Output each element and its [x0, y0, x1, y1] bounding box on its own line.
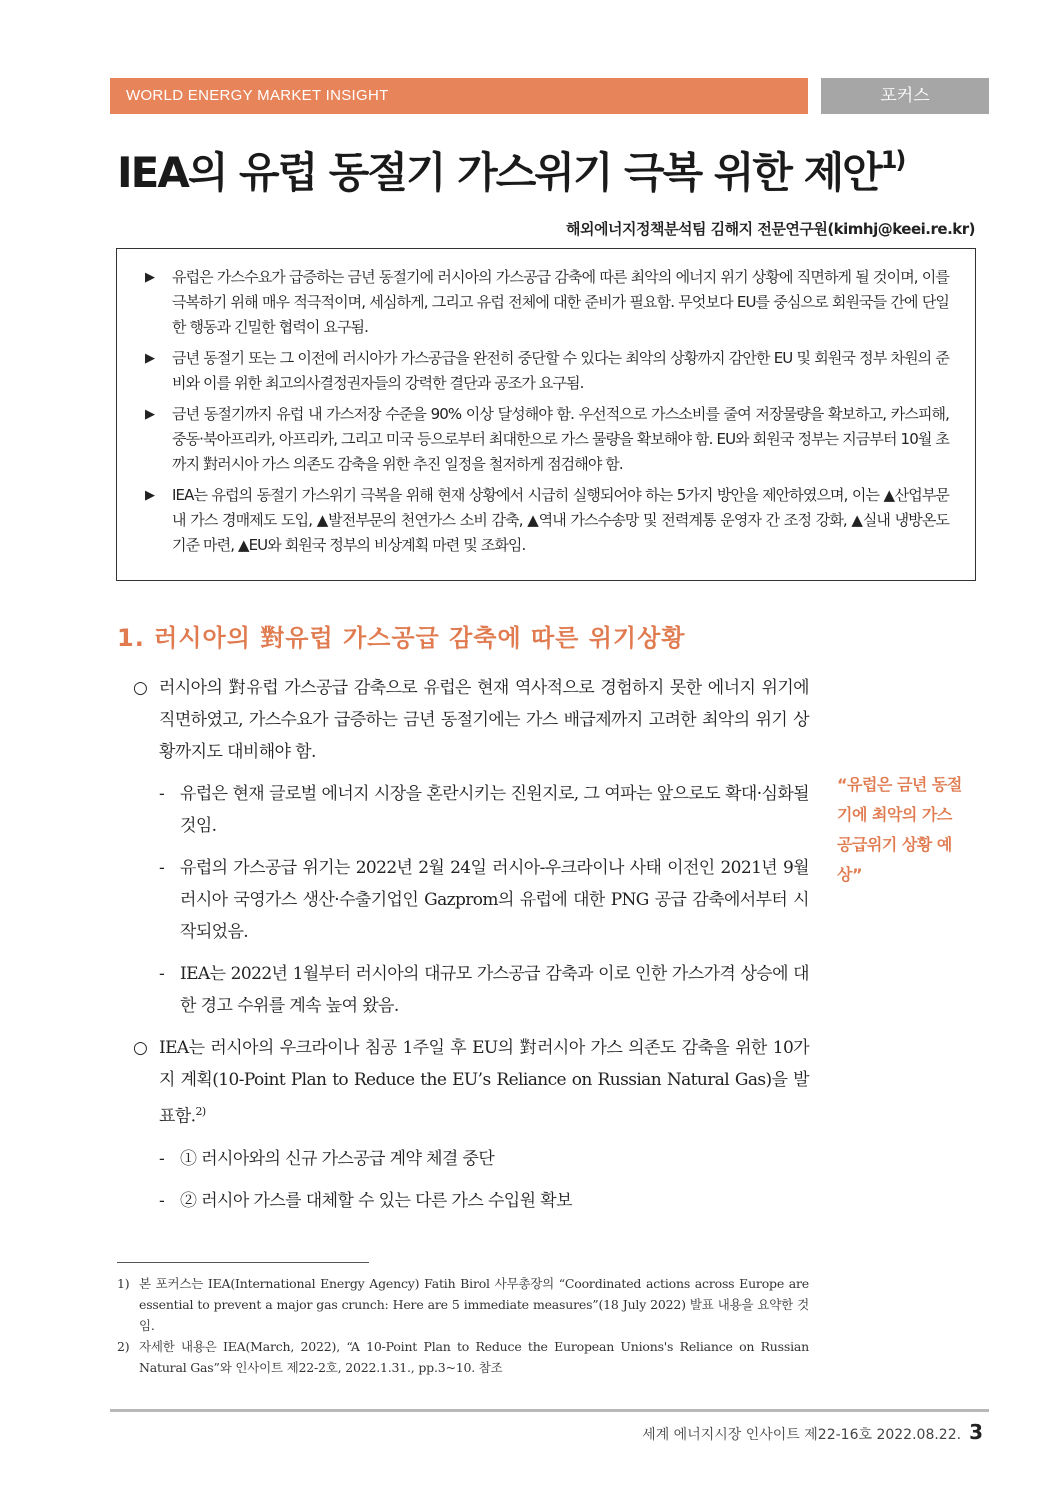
author-line: 해외에너지정책분석팀 김해지 전문연구원(kimhj@keei.re.kr) [566, 220, 975, 238]
triangle-bullet-icon: ▶ [145, 351, 155, 366]
footnote [117, 1273, 809, 1336]
summary-text: 유럽은 가스수요가 급증하는 금년 동절기에 러시아의 가스공급 감축에 따른 최악의 에너지 위기 상황에 직면하게 될 것이며, 이를 극복하기 위해 매우 적극적이며, 세심하게, 그리고 유럽 전체에 대한 준비가 필요함. 무엇보다 EU를 중심으로 회원국들 간에 단일한 행동과 긴밀한 협력이 요구됨. [172, 268, 949, 336]
side-pull-quote: “유럽은 금년 동절기에 최악의 가스 공급위기 상황 예상” [837, 775, 962, 884]
dash-marker: - [159, 964, 165, 984]
summary-item [145, 265, 949, 340]
paragraph-text: IEA는 러시아의 우크라이나 침공 1주일 후 EU의 對러시아 가스 의존도 감축을 위한 10가지 계획(10-Point Plan to Reduce the EU’s Reliance on Russian Natural Gas)을 발표함. [159, 1038, 809, 1127]
page-title [117, 140, 904, 200]
sub-item-text: ② 러시아 가스를 대체할 수 있는 다른 가스 수입원 확보 [180, 1190, 572, 1211]
publication-info: 세계 에너지시장 인사이트 제22-16호 2022.08.22. [642, 1427, 962, 1443]
footnote-number: 1) [117, 1276, 130, 1291]
sub-item [133, 852, 809, 948]
dash-marker: - [159, 1190, 165, 1211]
triangle-bullet-icon: ▶ [145, 488, 155, 503]
summary-text: IEA는 유럽의 동절기 가스위기 극복을 위해 현재 상황에서 시급히 실행되어야 하는 5가지 방안을 제안하였으며, 이는 ▲산업부문 내 가스 경매제도 도입, ▲발전부문의 천연가스 소비 감축, ▲역내 가스수송망 및 전력계통 운영자 간 조정 강화, ▲실내 냉방온도 기준 마련, ▲EU와 회원국 정부의 비상계획 마련 및 조화임. [172, 486, 949, 554]
section-heading: 1. 러시아의 對유럽 가스공급 감축에 따른 위기상황 [117, 624, 686, 652]
sub-item [133, 1185, 809, 1217]
header-banner [110, 78, 808, 114]
dash-marker: - [159, 858, 165, 878]
circle-bullet-icon: ○ [133, 678, 148, 698]
sub-item-text: ① 러시아와의 신규 가스공급 계약 체결 중단 [180, 1148, 495, 1169]
title-footnote-ref: 1) [880, 146, 905, 174]
sub-item [133, 958, 809, 1022]
sub-item-text: 유럽의 가스공급 위기는 2022년 2월 24일 러시아-우크라이나 사태 이전인 2021년 9월 러시아 국영가스 생산·수출기업인 Gazprom의 유럽에 대한 PNG 공급 감축에서부터 시작되었음. [180, 858, 809, 942]
page-footer [642, 1420, 983, 1444]
footnote-number: 2) [117, 1339, 130, 1354]
footnote-ref: 2) [195, 1105, 206, 1118]
header-category-tab [821, 78, 989, 114]
dash-marker: - [159, 1148, 165, 1169]
sub-item [133, 1143, 809, 1175]
triangle-bullet-icon: ▶ [145, 270, 155, 285]
triangle-bullet-icon: ▶ [145, 407, 155, 422]
summary-item [145, 346, 949, 396]
footnote-divider [117, 1262, 369, 1263]
bullet-paragraph [133, 672, 809, 768]
section-body [133, 672, 809, 1227]
footnote-text: 자세한 내용은 IEA(March, 2022), “A 10-Point Plan to Reduce the European Unions's Reliance on Russian Natural Gas”와 인사이트 제22-2호, 2022.1.31., pp.3~10. 참조 [139, 1339, 809, 1375]
sub-item-text: 유럽은 현재 글로벌 에너지 시장을 혼란시키는 진원지로, 그 여파는 앞으로도 확대·심화될 것임. [180, 784, 809, 836]
footnote [117, 1336, 809, 1378]
footer-divider [110, 1409, 989, 1412]
page-number: 3 [969, 1420, 983, 1444]
page-title-text: IEA의 유럽 동절기 가스위기 극복 위한 제안 [117, 148, 881, 197]
header-title: WORLD ENERGY MARKET INSIGHT [126, 87, 389, 104]
summary-box [116, 248, 976, 581]
sub-item-text: IEA는 2022년 1월부터 러시아의 대규모 가스공급 감축과 이로 인한 가스가격 상승에 대한 경고 수위를 계속 높여 왔음. [180, 964, 809, 1016]
footnote-text: 본 포커스는 IEA(International Energy Agency) Fatih Birol 사무총장의 “Coordinated actions across Europe are essential to prevent a major gas crunch: Here are 5 immediate measures”(18 July 2022) 발표 내용을 요약한 것임. [139, 1276, 809, 1333]
summary-text: 금년 동절기까지 유럽 내 가스저장 수준을 90% 이상 달성해야 함. 우선적으로 가스소비를 줄여 저장물량을 확보하고, 카스피해, 중동·북아프리카, 아프리카, 그리고 미국 등으로부터 최대한으로 가스 물량을 확보해야 함. EU와 회원국 정부는 지금부터 10월 초까지 對러시아 가스 의존도 감축을 위한 추진 일정을 철저하게 점검해야 함. [172, 405, 949, 473]
dash-marker: - [159, 784, 165, 804]
paragraph-text: 러시아의 對유럽 가스공급 감축으로 유럽은 현재 역사적으로 경험하지 못한 에너지 위기에 직면하였고, 가스수요가 급증하는 금년 동절기에는 가스 배급제까지 고려한 최악의 위기 상황까지도 대비해야 함. [159, 678, 809, 762]
summary-item [145, 483, 949, 558]
summary-item [145, 402, 949, 477]
bullet-paragraph [133, 1032, 809, 1133]
circle-bullet-icon: ○ [133, 1038, 148, 1058]
sub-item [133, 778, 809, 842]
footnotes [117, 1273, 809, 1378]
header-category-label: 포커스 [880, 86, 930, 106]
summary-text: 금년 동절기 또는 그 이전에 러시아가 가스공급을 완전히 중단할 수 있다는 최악의 상황까지 감안한 EU 및 회원국 정부 차원의 준비와 이를 위한 최고의사결정권자들의 강력한 결단과 공조가 요구됨. [172, 349, 949, 392]
